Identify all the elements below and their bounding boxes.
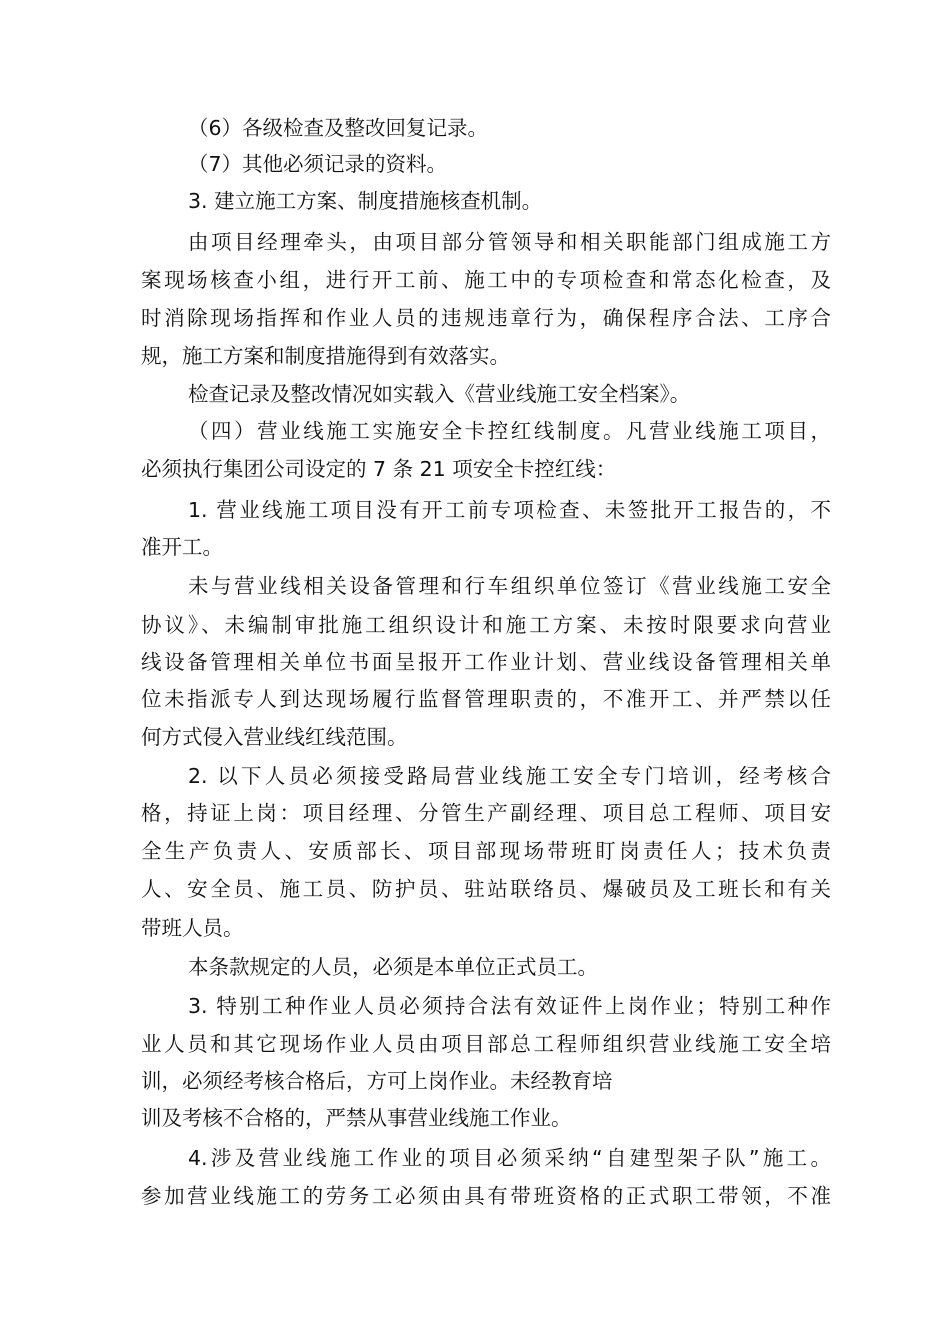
text-line: 规，施工方案和制度措施得到有效落实。 [141, 344, 510, 368]
text-line: 案现场核查小组，进行开工前、施工中的专项检查和常态化检查，及 [141, 268, 831, 292]
text-line: 3. 建立施工方案、制度措施核查机制。 [188, 189, 543, 213]
text-line: 参加营业线施工的劳务工必须由具有带班资格的正式职工带领，不准 [141, 1184, 831, 1208]
text-line: 未与营业线相关设备管理和行车组织单位签订《营业线施工安全 [188, 574, 831, 598]
text-line: 4.涉及营业线施工作业的项目必须采纳“自建型架子队”施工。 [188, 1146, 831, 1170]
text-line: 准开工。 [141, 535, 223, 559]
text-line: 业人员和其它现场作业人员由项目部总工程师组织营业线施工安全培 [141, 1032, 831, 1056]
text-line: 带班人员。 [141, 916, 244, 940]
text-line: 1. 营业线施工项目没有开工前专项检查、未签批开工报告的，不 [188, 498, 831, 522]
text-line: 位未指派专人到达现场履行监督管理职责的，不准开工、并严禁以任 [141, 687, 831, 711]
text-line: 2. 以下人员必须接受路局营业线施工安全专门培训，经考核合 [188, 764, 831, 788]
text-line: （7）其他必须记录的资料。 [188, 152, 448, 176]
text-line: （四）营业线施工实施安全卡控红线制度。凡营业线施工项目， [188, 419, 831, 443]
text-line: 人、安全员、施工员、防护员、驻站联络员、爆破员及工班长和有关 [141, 877, 831, 901]
text-line: 训及考核不合格的，严禁从事营业线施工作业。 [141, 1106, 572, 1130]
text-line: 3. 特别工种作业人员必须持合法有效证件上岗作业；特别工种作 [188, 994, 831, 1018]
text-line: 训，必须经考核合格后，方可上岗作业。未经教育培 [141, 1069, 613, 1093]
text-line: 检查记录及整改情况如实载入《营业线施工安全档案》。 [188, 382, 691, 406]
text-line: 本条款规定的人员，必须是本单位正式员工。 [188, 955, 598, 979]
text-line: 线设备管理相关单位书面呈报开工作业计划、营业线设备管理相关单 [141, 650, 831, 674]
text-line: 必须执行集团公司设定的 7 条 21 项安全卡控红线： [141, 457, 617, 481]
text-line: 全生产负责人、安质部长、项目部现场带班盯岗责任人；技术负责 [141, 839, 831, 863]
text-line: （6）各级检查及整改回复记录。 [188, 116, 489, 140]
text-line: 时消除现场指挥和作业人员的违规违章行为，确保程序合法、工序合 [141, 306, 831, 330]
text-line: 协议》、未编制审批施工组织设计和施工方案、未按时限要求向营业 [141, 613, 831, 637]
text-line: 格，持证上岗：项目经理、分管生产副经理、项目总工程师、项目安 [141, 801, 831, 825]
text-line: 何方式侵入营业线红线范围。 [141, 725, 408, 749]
text-line: 由项目经理牵头，由项目部分管领导和相关职能部门组成施工方 [188, 230, 831, 254]
